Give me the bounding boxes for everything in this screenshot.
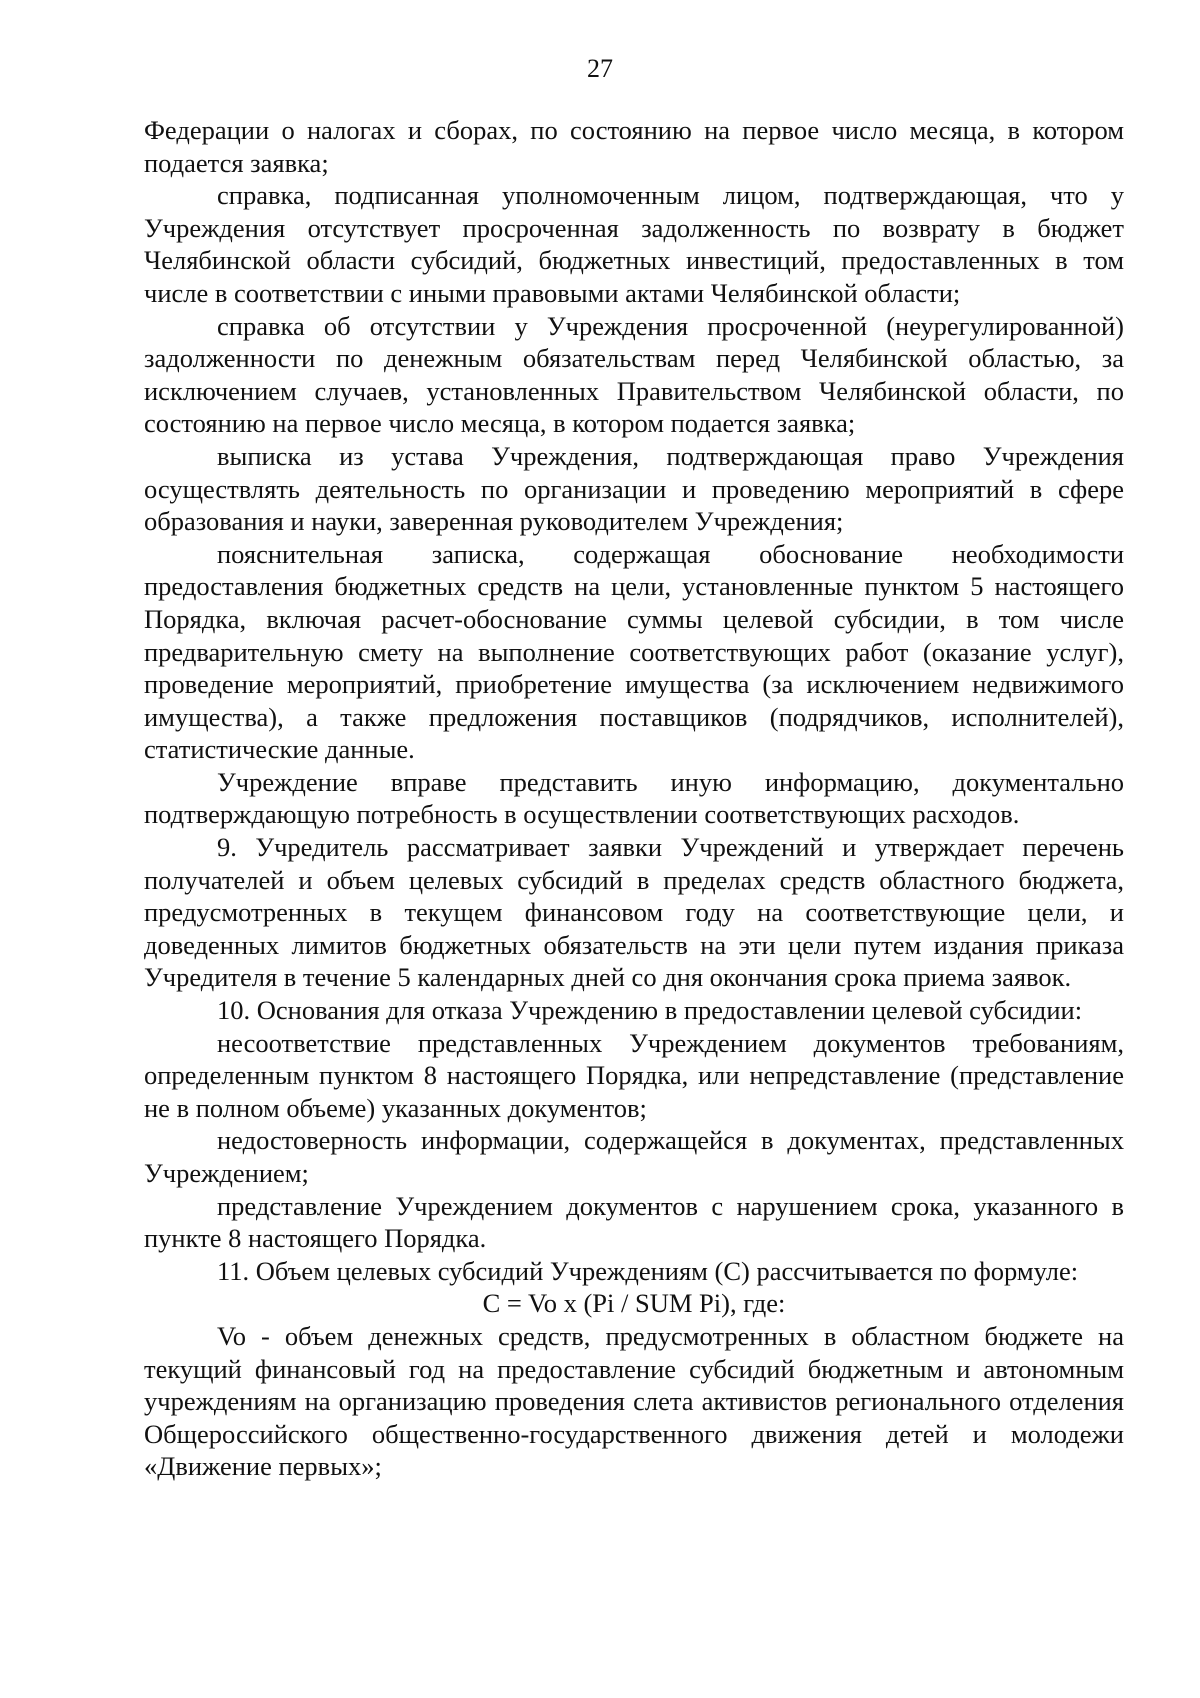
formula: C = Vo x (Pi / SUM Pi), где:	[482, 1288, 786, 1319]
document-body	[144, 114, 1124, 1483]
paragraph-refusal-unreliable-info: недостоверность информации, содержащейся в документах, представленных Учреждением;	[144, 1125, 1124, 1188]
paragraph-refusal-nonconformity: несоответствие представленных Учреждением документов требованиям, определенным пунктом 8 настоящего Порядка, или непредставление (представление не в полном объеме) указанных документов;	[144, 1027, 1124, 1123]
paragraph-refusal-deadline: представление Учреждением документов с нарушением срока, указанного в пункте 8 настоящего Порядка.	[144, 1190, 1124, 1254]
paragraph-certificate-no-overdue-debt: справка, подписанная уполномоченным лицом, подтверждающая, что у Учреждения отсутствует просроченная задолженность по возврату в бюджет Челябинской области субсидий, бюджетных инвестиций, предоставленных в том числе в соответствии с иными правовыми актами Челябинской области;	[144, 180, 1124, 308]
paragraph-explanatory-note: пояснительная записка, содержащая обоснование необходимости предоставления бюджетных средств на цели, установленные пунктом 5 настоящего Порядка, включая расчет-обоснование суммы целевой субсидии, в том числе предварительную смету на выполнение соответствующих работ (оказание услуг), проведение мероприятий, приобретение имущества (за исключением недвижимого имущества), а также предложения поставщиков (подрядчиков, исполнителей), статистические данные.	[144, 538, 1124, 765]
paragraph-item-9: 9. Учредитель рассматривает заявки Учреждений и утверждает перечень получателей и объем целевых субсидий в пределах средств областного бюджета, предусмотренных в текущем финансовом году на соответствующие цели, и доведенных лимитов бюджетных обязательств на эти цели путем издания приказа Учредителя в течение 5 календарных дней со дня окончания срока приема заявок.	[144, 832, 1124, 993]
paragraph-item-11: 11. Объем целевых субсидий Учреждениям (C) рассчитывается по формуле:	[217, 1255, 1079, 1286]
paragraph-other-information: Учреждение вправе представить иную информацию, документально подтверждающую потребность в осуществлении соответствующих расходов.	[144, 766, 1124, 830]
paragraph-certificate-no-obligations-debt: справка об отсутствии у Учреждения просроченной (неурегулированной) задолженности по денежным обязательствам перед Челябинской областью, за исключением случаев, установленных Правительством Челябинской области, по состоянию на первое число месяца, в котором подается заявка;	[144, 310, 1124, 439]
paragraph-continuation: Федерации о налогах и сборах, по состоянию на первое число месяца, в котором подается заявка;	[144, 115, 1124, 178]
paragraph-charter-extract: выписка из устава Учреждения, подтверждающая право Учреждения осуществлять деятельность по организации и проведению мероприятий в сфере образования и науки, заверенная руководителем Учреждения;	[144, 440, 1124, 537]
page-number: 27	[587, 54, 613, 83]
paragraph-vo-definition: Vo - объем денежных средств, предусмотренных в областном бюджете на текущий финансовый год на предоставление субсидий бюджетным и автономным учреждениям на организацию проведения слета активистов регионального отделения Общероссийского общественно-государственного движения детей и молодежи «Движение первых»;	[144, 1320, 1124, 1482]
paragraph-item-10: 10. Основания для отказа Учреждению в предоставлении целевой субсидии:	[217, 995, 1083, 1026]
